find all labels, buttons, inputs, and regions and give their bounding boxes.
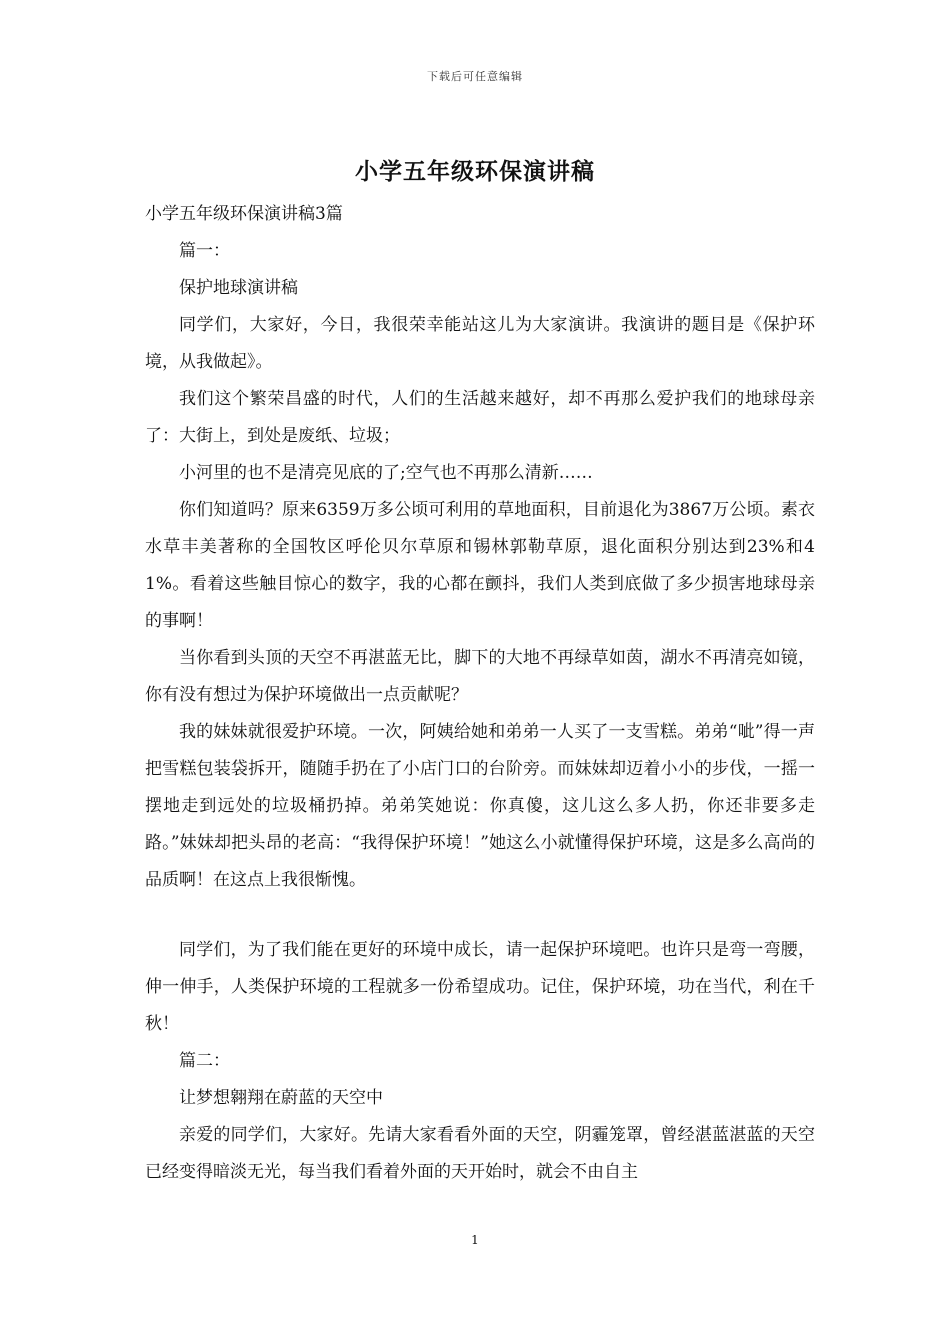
body-paragraph: 亲爱的同学们，大家好。先请大家看看外面的天空，阴霾笼罩，曾经湛蓝湛蓝的天空已经变得暗淡无光，每当我们看着外面的天开始时，就会不由自主 <box>145 1125 815 1182</box>
body-paragraph: 我的妹妹就很爱护环境。一次，阿姨给她和弟弟一人买了一支雪糕。弟弟“呲”得一声把雪糕包装袋拆开，随随手扔在了小店门口的台阶旁。而妹妹却迈着小小的步伐，一摇一摆地走到远处的垃圾桶扔掉。弟弟笑她说：你真傻，这儿这么多人扔，你还非要多走路。”妹妹却把头昂的老高：“我得保护环境！”她这么小就懂得保护环境，这是多么高尚的品质啊！在这点上我很惭愧。 <box>145 722 815 890</box>
document-title: 小学五年级环保演讲稿 <box>355 158 595 185</box>
page-header-note: 下载后可任意编辑 <box>427 70 523 83</box>
section-heading-two: 让梦想翱翔在蔚蓝的天空中 <box>179 1088 383 1108</box>
body-paragraph: 同学们，为了我们能在更好的环境中成长，请一起保护环境吧。也许只是弯一弯腰，伸一伸手，人类保护环境的工程就多一份希望成功。记住，保护环境，功在当代，利在千秋！ <box>145 940 815 1034</box>
body-paragraph: 小河里的也不是清亮见底的了;空气也不再那么清新…… <box>179 463 593 483</box>
document-body <box>145 196 815 1191</box>
section-heading-one: 保护地球演讲稿 <box>179 278 298 298</box>
body-paragraph: 我们这个繁荣昌盛的时代，人们的生活越来越好，却不再那么爱护我们的地球母亲了：大街上，到处是废纸、垃圾； <box>145 389 815 446</box>
section-label-two: 篇二： <box>179 1051 230 1071</box>
body-paragraph: 你们知道吗？原来6359万多公顷可利用的草地面积，目前退化为3867万公顷。素衣水草丰美著称的全国牧区呼伦贝尔草原和锡林郭勒草原，退化面积分别达到23%和41%。看着这些触目惊心的数字，我的心都在颤抖，我们人类到底做了多少损害地球母亲的事啊！ <box>145 500 815 631</box>
page-number: 1 <box>471 1233 479 1247</box>
section-label-one: 篇一： <box>179 241 230 261</box>
subtitle-line: 小学五年级环保演讲稿3篇 <box>145 204 343 224</box>
body-paragraph: 同学们，大家好，今日，我很荣幸能站这儿为大家演讲。我演讲的题目是《保护环境，从我做起》。 <box>145 315 815 372</box>
body-paragraph: 当你看到头顶的天空不再湛蓝无比，脚下的大地不再绿草如茵，湖水不再清亮如镜，你有没有想过为保护环境做出一点贡献呢？ <box>145 648 815 705</box>
